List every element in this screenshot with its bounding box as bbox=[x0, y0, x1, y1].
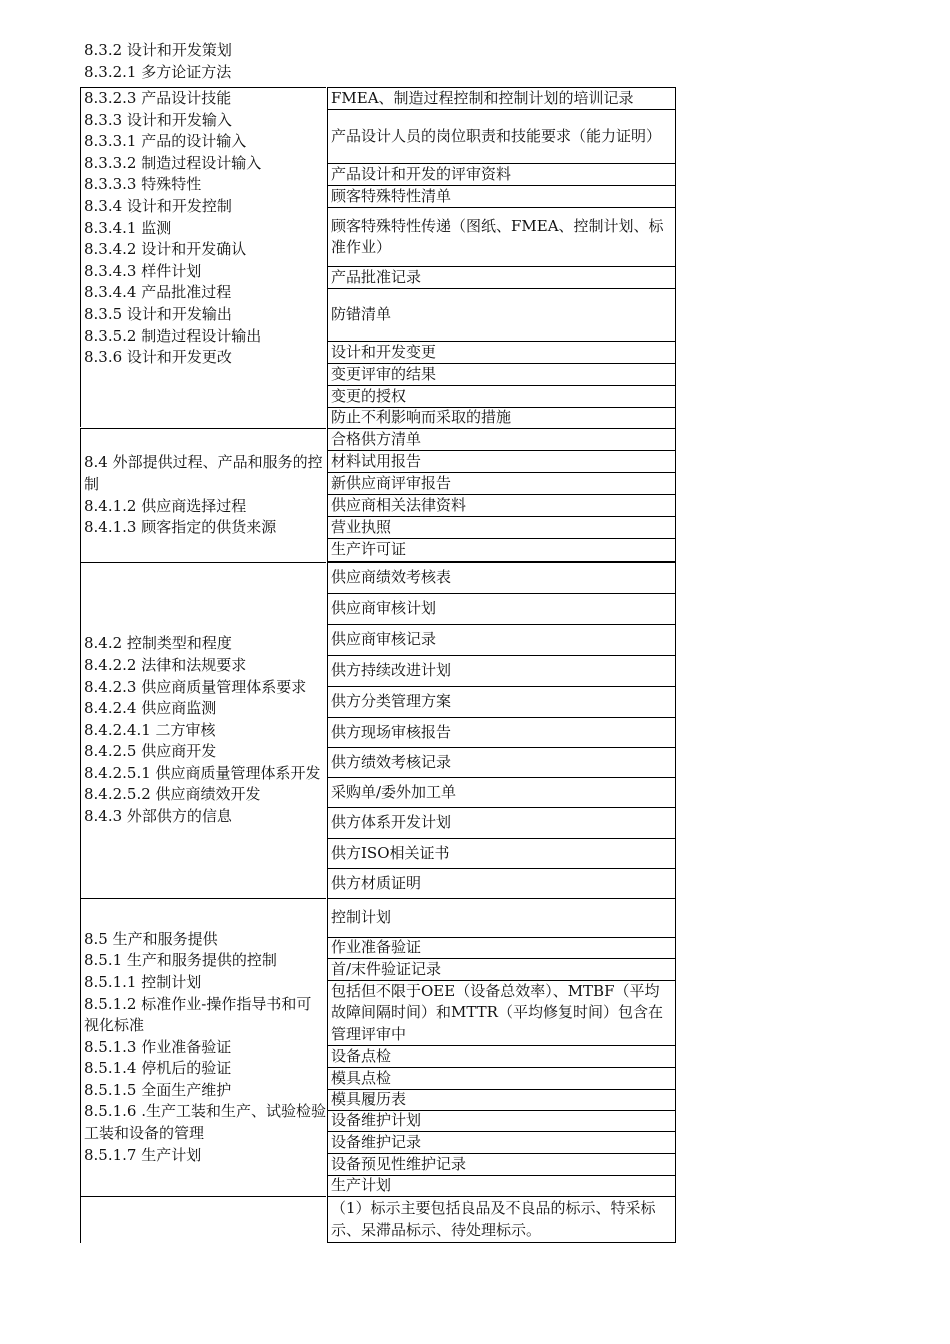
record-cell: 采购单/委外加工单 bbox=[327, 777, 676, 808]
record-cell: 作业准备验证 bbox=[327, 937, 676, 959]
clause-cell-control-type bbox=[80, 562, 326, 898]
record-cell: 供应商审核计划 bbox=[327, 593, 676, 625]
clause-line: 8.5.1.2 标准作业-操作指导书和可视化标准 bbox=[84, 994, 312, 1035]
clause-cell-identification bbox=[80, 1196, 326, 1243]
record-cell: 顾客特殊特性清单 bbox=[327, 185, 676, 208]
record-cell: 变更评审的结果 bbox=[327, 363, 676, 386]
record-cell: 供方分类管理方案 bbox=[327, 686, 676, 718]
record-cell: 包括但不限于OEE（设备总效率）、MTBF（平均故障间隔时间）和MTTR（平均修复时间）包含在管理评审中 bbox=[327, 980, 676, 1046]
record-cell: 产品设计和开发的评审资料 bbox=[327, 163, 676, 186]
heading-line-1: 8.3.2 设计和开发策划 bbox=[84, 41, 232, 59]
record-cell: 供方绩效考核记录 bbox=[327, 747, 676, 778]
record-cell: 供方ISO相关证书 bbox=[327, 838, 676, 869]
record-cell: 供应商审核记录 bbox=[327, 624, 676, 656]
clause-line: 8.3.4.1 监测 bbox=[84, 218, 172, 237]
clause-line: 8.4.2 控制类型和程度 bbox=[84, 634, 232, 653]
clause-line: 8.4.2.5.2 供应商绩效开发 bbox=[84, 785, 261, 804]
record-cell: 设备维护计划 bbox=[327, 1110, 676, 1132]
clause-line: 8.3.4.2 设计和开发确认 bbox=[84, 240, 247, 259]
clause-line: 8.3.2.3 产品设计技能 bbox=[84, 89, 232, 107]
record-cell: 供方材质证明 bbox=[327, 868, 676, 899]
clause-line: 8.5.1.5 全面生产维护 bbox=[84, 1080, 232, 1099]
clause-line: 8.3.3 设计和开发输入 bbox=[84, 110, 232, 129]
clause-line: 8.3.5 设计和开发输出 bbox=[84, 304, 232, 323]
record-cell: 供方体系开发计划 bbox=[327, 807, 676, 839]
record-cell: 产品批准记录 bbox=[327, 266, 676, 289]
clause-line: 8.3.3.2 制造过程设计输入 bbox=[84, 153, 262, 172]
clause-line: 8.3.3.3 特殊特性 bbox=[84, 175, 202, 194]
clause-line: 8.3.4.3 样件计划 bbox=[84, 261, 202, 280]
clause-line: 8.5.1.4 停机后的验证 bbox=[84, 1059, 232, 1078]
clause-line: 8.4.2.4 供应商监测 bbox=[84, 699, 217, 718]
record-cell: 设计和开发变更 bbox=[327, 341, 676, 364]
record-cell: （1）标示主要包括良品及不良品的标示、特采标示、呆滞品标示、待处理标示。 bbox=[327, 1196, 676, 1243]
clause-line: 8.4.2.5.1 供应商质量管理体系开发 bbox=[84, 763, 321, 782]
record-cell: 防止不利影响而采取的措施 bbox=[327, 407, 676, 429]
clause-cell-production bbox=[80, 898, 326, 1196]
record-cell: 变更的授权 bbox=[327, 385, 676, 408]
clause-line: 8.4.2.4.1 二方审核 bbox=[84, 720, 216, 739]
record-cell: 供应商相关法律资料 bbox=[327, 494, 676, 517]
clause-line: 8.3.3.1 产品的设计输入 bbox=[84, 132, 247, 151]
clause-line: 8.5.1.3 作业准备验证 bbox=[84, 1037, 232, 1056]
record-cell: 合格供方清单 bbox=[327, 428, 676, 451]
record-cell: 新供应商评审报告 bbox=[327, 472, 676, 495]
record-cell: 控制计划 bbox=[327, 898, 676, 938]
record-cell: 顾客特殊特性传递（图纸、FMEA、控制计划、标准作业） bbox=[327, 207, 676, 267]
clause-line: 8.3.4 设计和开发控制 bbox=[84, 196, 232, 215]
record-cell: 设备维护记录 bbox=[327, 1131, 676, 1154]
clause-cell-external-provision bbox=[80, 428, 326, 562]
record-cell: 模具点检 bbox=[327, 1067, 676, 1090]
record-cell: 营业执照 bbox=[327, 516, 676, 539]
clause-line: 8.4.2.5 供应商开发 bbox=[84, 742, 217, 761]
record-cell: 供方现场审核报告 bbox=[327, 717, 676, 748]
clause-line: 8.4 外部提供过程、产品和服务的控制 bbox=[84, 453, 323, 493]
record-cell: 模具履历表 bbox=[327, 1089, 676, 1111]
clause-line: 8.4.2.2 法律和法规要求 bbox=[84, 655, 247, 674]
clause-line: 8.3.4.4 产品批准过程 bbox=[84, 283, 232, 302]
record-cell: 材料试用报告 bbox=[327, 450, 676, 473]
record-cell: 防错清单 bbox=[327, 288, 676, 342]
clause-line: 8.4.1.2 供应商选择过程 bbox=[84, 496, 247, 515]
clause-line: 8.5 生产和服务提供 bbox=[84, 929, 218, 948]
record-cell: 产品设计人员的岗位职责和技能要求（能力证明） bbox=[327, 109, 676, 164]
clause-line: 8.4.3 外部供方的信息 bbox=[84, 807, 232, 826]
clause-line: 8.5.1.7 生产计划 bbox=[84, 1145, 202, 1164]
clause-cell-design bbox=[80, 87, 326, 427]
clause-line: 8.3.6 设计和开发更改 bbox=[84, 348, 232, 367]
record-cell: 首/末件验证记录 bbox=[327, 958, 676, 981]
clause-line: 8.4.1.3 顾客指定的供货来源 bbox=[84, 518, 277, 537]
clause-line: 8.5.1 生产和服务提供的控制 bbox=[84, 951, 277, 970]
record-cell: 生产计划 bbox=[327, 1175, 676, 1197]
record-cell: 设备点检 bbox=[327, 1045, 676, 1068]
clause-line: 8.4.2.3 供应商质量管理体系要求 bbox=[84, 677, 307, 696]
clause-line: 8.5.1.6 .生产工装和生产、试验检验工装和设备的管理 bbox=[84, 1102, 327, 1143]
heading-line-2: 8.3.2.1 多方论证方法 bbox=[84, 63, 232, 81]
record-cell: 供方持续改进计划 bbox=[327, 655, 676, 687]
record-cell: 设备预见性维护记录 bbox=[327, 1153, 676, 1176]
clause-line: 8.3.5.2 制造过程设计输出 bbox=[84, 326, 262, 345]
record-cell: 供应商绩效考核表 bbox=[327, 562, 676, 594]
clause-line: 8.5.1.1 控制计划 bbox=[84, 972, 202, 991]
record-cell: 生产许可证 bbox=[327, 538, 676, 562]
record-cell: FMEA、制造过程控制和控制计划的培训记录 bbox=[327, 87, 676, 110]
